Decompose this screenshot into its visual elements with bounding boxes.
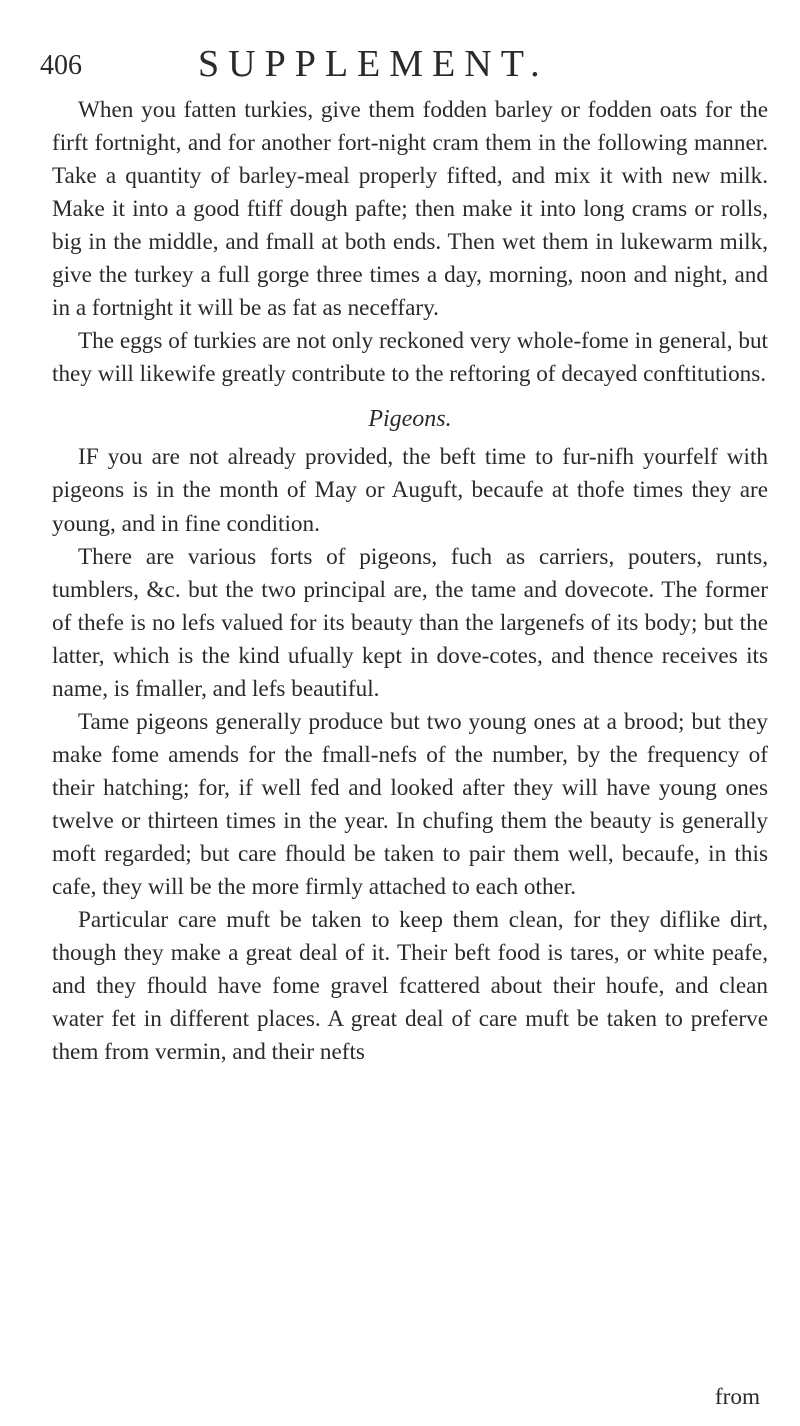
page-header [40,42,760,92]
paragraph-turkey-eggs: The eggs of turkies are not only reckoned very whole-fome in general, but they will likewife greatly contribute to the reftoring of decayed conftitutions. [52,328,768,388]
running-head: SUPPLEMENT. [198,43,549,85]
paragraph-pigeons-provided: IF you are not already provided, the beft time to fur-nifh yourfelf with pigeons is in the month of May or Auguft, becaufe at thofe times they are young, and in fine condition. [52,444,768,537]
paragraph-pigeon-sorts: There are various forts of pigeons, fuch as carriers, pouters, runts, tumblers, &c. but the two principal are, the tame and dovecote. The former of thefe is no lefs valued for its beauty than the largenefs of its body; but the latter, which is the kind ufually kept in dove-cotes, and thence receives its name, is fmaller, and lefs beautiful. [52,543,768,702]
body-text [52,94,768,1069]
page-number: 406 [40,50,82,81]
section-heading-pigeons: Pigeons. [368,406,452,433]
catchword: from [714,1384,760,1410]
paragraph-pigeon-care: Particular care muft be taken to keep them clean, for they diflike dirt, though they make a great deal of it. Their beft food is tares, or white peafe, and they fhould have fome gravel fcattered about their houfe, and clean water fet in different places. A great deal of care muft be taken to preferve them from vermin, and their nefts [52,907,768,1066]
paragraph-fattening-turkies: When you fatten turkies, give them fodden barley or fodden oats for the firft fortnight, and for another fort-night cram them in the following manner. Take a quantity of barley-meal properly fifted, and mix it with new milk. Make it into a good ftiff dough pafte; then make it into long crams or rolls, big in the middle, and fmall at both ends. Then wet them in lukewarm milk, give the turkey a full gorge three times a day, morning, noon and night, and in a fortnight it will be as fat as neceffary. [52,97,768,322]
paragraph-tame-pigeons: Tame pigeons generally produce but two young ones at a brood; but they make fome amends for the fmall-nefs of the number, by the frequency of their hatching; for, if well fed and looked after they will have young ones twelve or thirteen times in the year. In chufing them the beauty is generally moft regarded; but care fhould be taken to pair them well, becaufe, in this cafe, they will be the more firmly attached to each other. [52,708,768,901]
